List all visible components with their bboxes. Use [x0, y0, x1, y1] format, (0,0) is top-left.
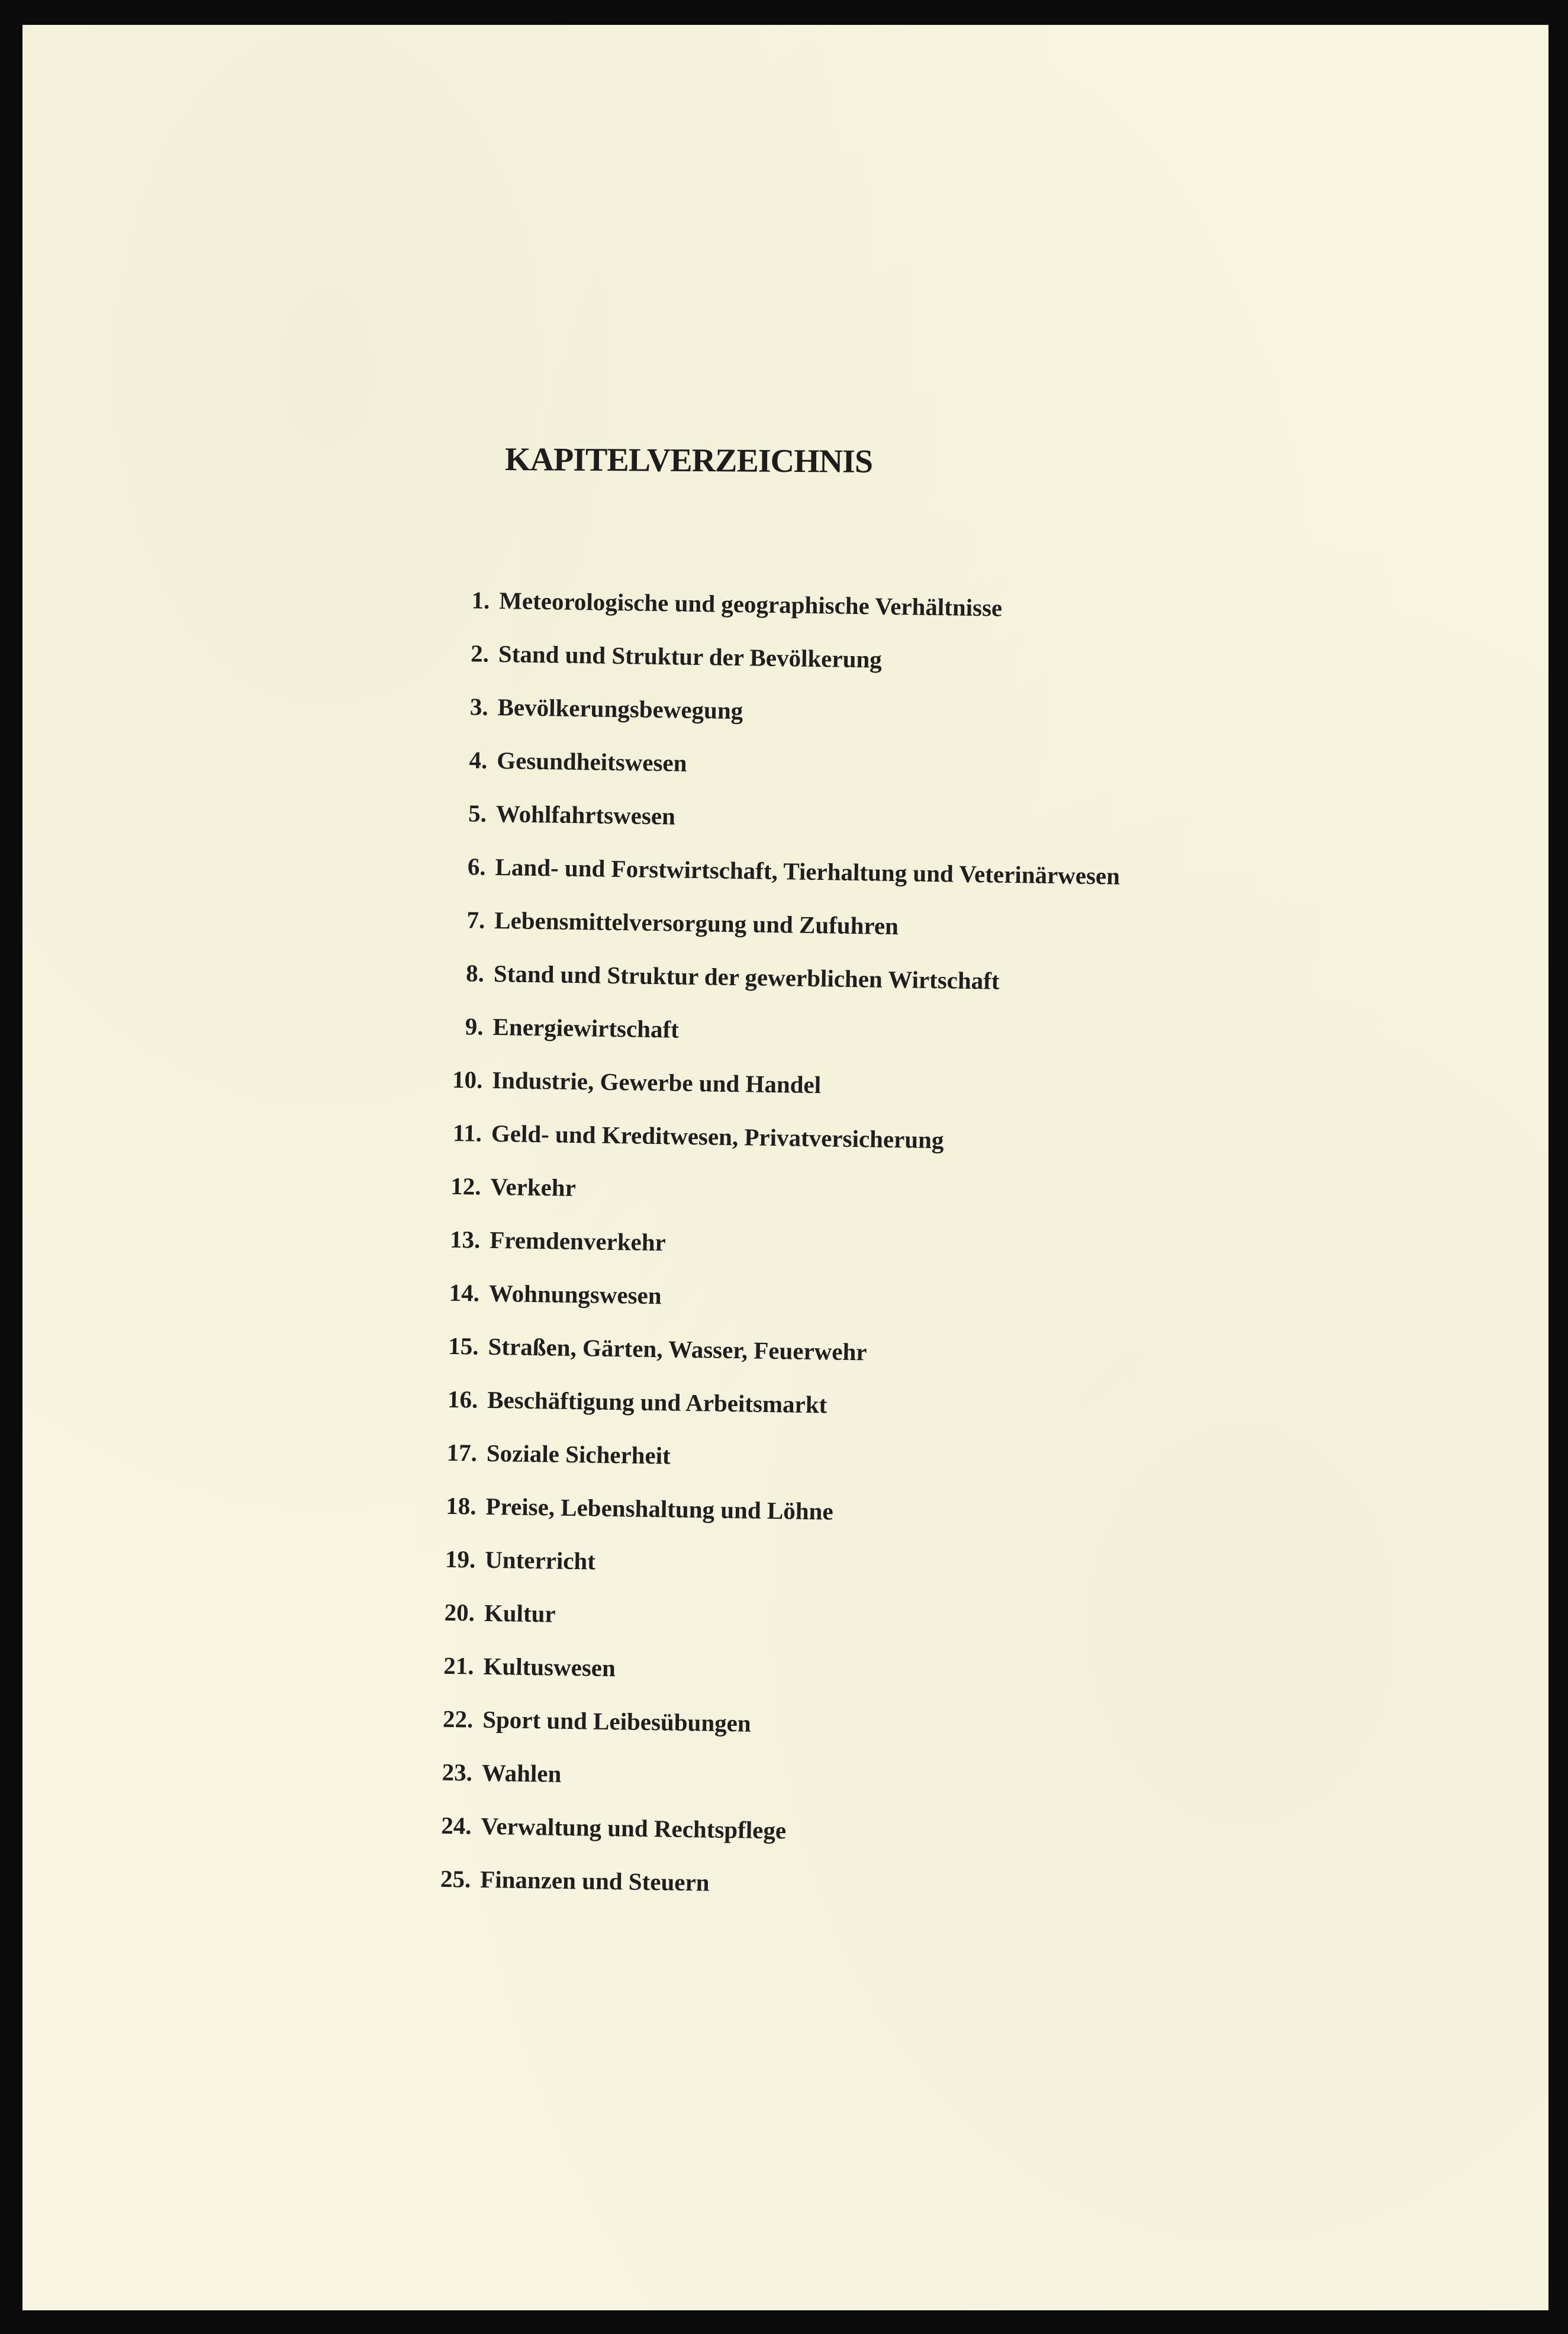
- chapter-title: Preise, Lebenshaltung und Löhne: [485, 1492, 833, 1525]
- chapter-number: 7.: [466, 906, 485, 934]
- chapter-number: 10.: [452, 1065, 483, 1094]
- chapter-number: 8.: [465, 959, 485, 987]
- chapter-title: Verwaltung und Rechtspflege: [481, 1812, 787, 1844]
- chapter-title: Wahlen: [481, 1758, 562, 1788]
- chapter-title: Geld- und Kreditwesen, Privatversicherung: [491, 1119, 944, 1154]
- chapter-number: 15.: [448, 1332, 479, 1360]
- chapter-number: 23.: [442, 1758, 473, 1786]
- chapter-number: 5.: [468, 799, 487, 827]
- chapter-number: 19.: [445, 1545, 476, 1573]
- chapter-number: 14.: [449, 1278, 480, 1307]
- chapter-title: Unterricht: [484, 1545, 596, 1575]
- chapter-title: Industrie, Gewerbe und Handel: [491, 1066, 822, 1099]
- chapter-number: 4.: [469, 746, 488, 774]
- chapter-number: 12.: [450, 1172, 481, 1200]
- chapter-title: Kultuswesen: [483, 1652, 616, 1682]
- chapter-number: 18.: [446, 1491, 476, 1520]
- chapter-title: Wohlfahrtswesen: [495, 799, 676, 830]
- chapter-title: Finanzen und Steuern: [479, 1865, 710, 1896]
- chapter-title: Beschäftigung und Arbeitsmarkt: [487, 1385, 828, 1419]
- chapter-number: 1.: [471, 586, 490, 614]
- chapter-title: Straßen, Gärten, Wasser, Feuerwehr: [488, 1332, 867, 1366]
- chapter-number: 9.: [465, 1012, 484, 1040]
- chapter-title: Fremdenverkehr: [489, 1226, 667, 1256]
- chapter-number: 17.: [446, 1438, 478, 1467]
- chapter-title: Gesundheitswesen: [496, 746, 687, 777]
- chapter-number: 13.: [449, 1225, 481, 1253]
- chapter-title: Stand und Struktur der Bevölkerung: [498, 640, 883, 673]
- chapter-title: Soziale Sicherheit: [486, 1439, 671, 1470]
- chapter-title: Stand und Struktur der gewerblichen Wirtschaft: [493, 959, 1000, 995]
- chapter-number: 16.: [447, 1385, 478, 1413]
- chapter-list: [400, 573, 1366, 1918]
- chapter-title: Kultur: [484, 1599, 556, 1628]
- chapter-number: 24.: [441, 1811, 472, 1840]
- chapter-title: Land- und Forstwirtschaft, Tierhaltung und Veterinärwesen: [495, 853, 1121, 890]
- chapter-title: Verkehr: [490, 1172, 577, 1202]
- chapter-title: Energiewirtschaft: [492, 1012, 680, 1043]
- chapter-number: 11.: [452, 1118, 482, 1147]
- chapter-number: 2.: [470, 639, 490, 667]
- chapter-title: Meteorologische und geographische Verhältnisse: [498, 587, 1003, 622]
- chapter-number: 22.: [442, 1705, 474, 1733]
- chapter-number: 3.: [469, 693, 488, 721]
- chapter-number: 20.: [444, 1598, 475, 1626]
- page-title: KAPITELVERZEICHNIS: [504, 441, 873, 480]
- chapter-title: Wohnungswesen: [488, 1279, 662, 1310]
- chapter-title: Bevölkerungsbewegung: [497, 693, 743, 725]
- chapter-title: Lebensmittelversorgung und Zufuhren: [494, 906, 899, 940]
- chapter-number: 6.: [467, 853, 486, 880]
- chapter-number: 25.: [440, 1864, 471, 1893]
- document-page: [22, 25, 1548, 2310]
- chapter-number: 21.: [443, 1651, 474, 1680]
- chapter-title: Sport und Leibesübungen: [482, 1705, 752, 1737]
